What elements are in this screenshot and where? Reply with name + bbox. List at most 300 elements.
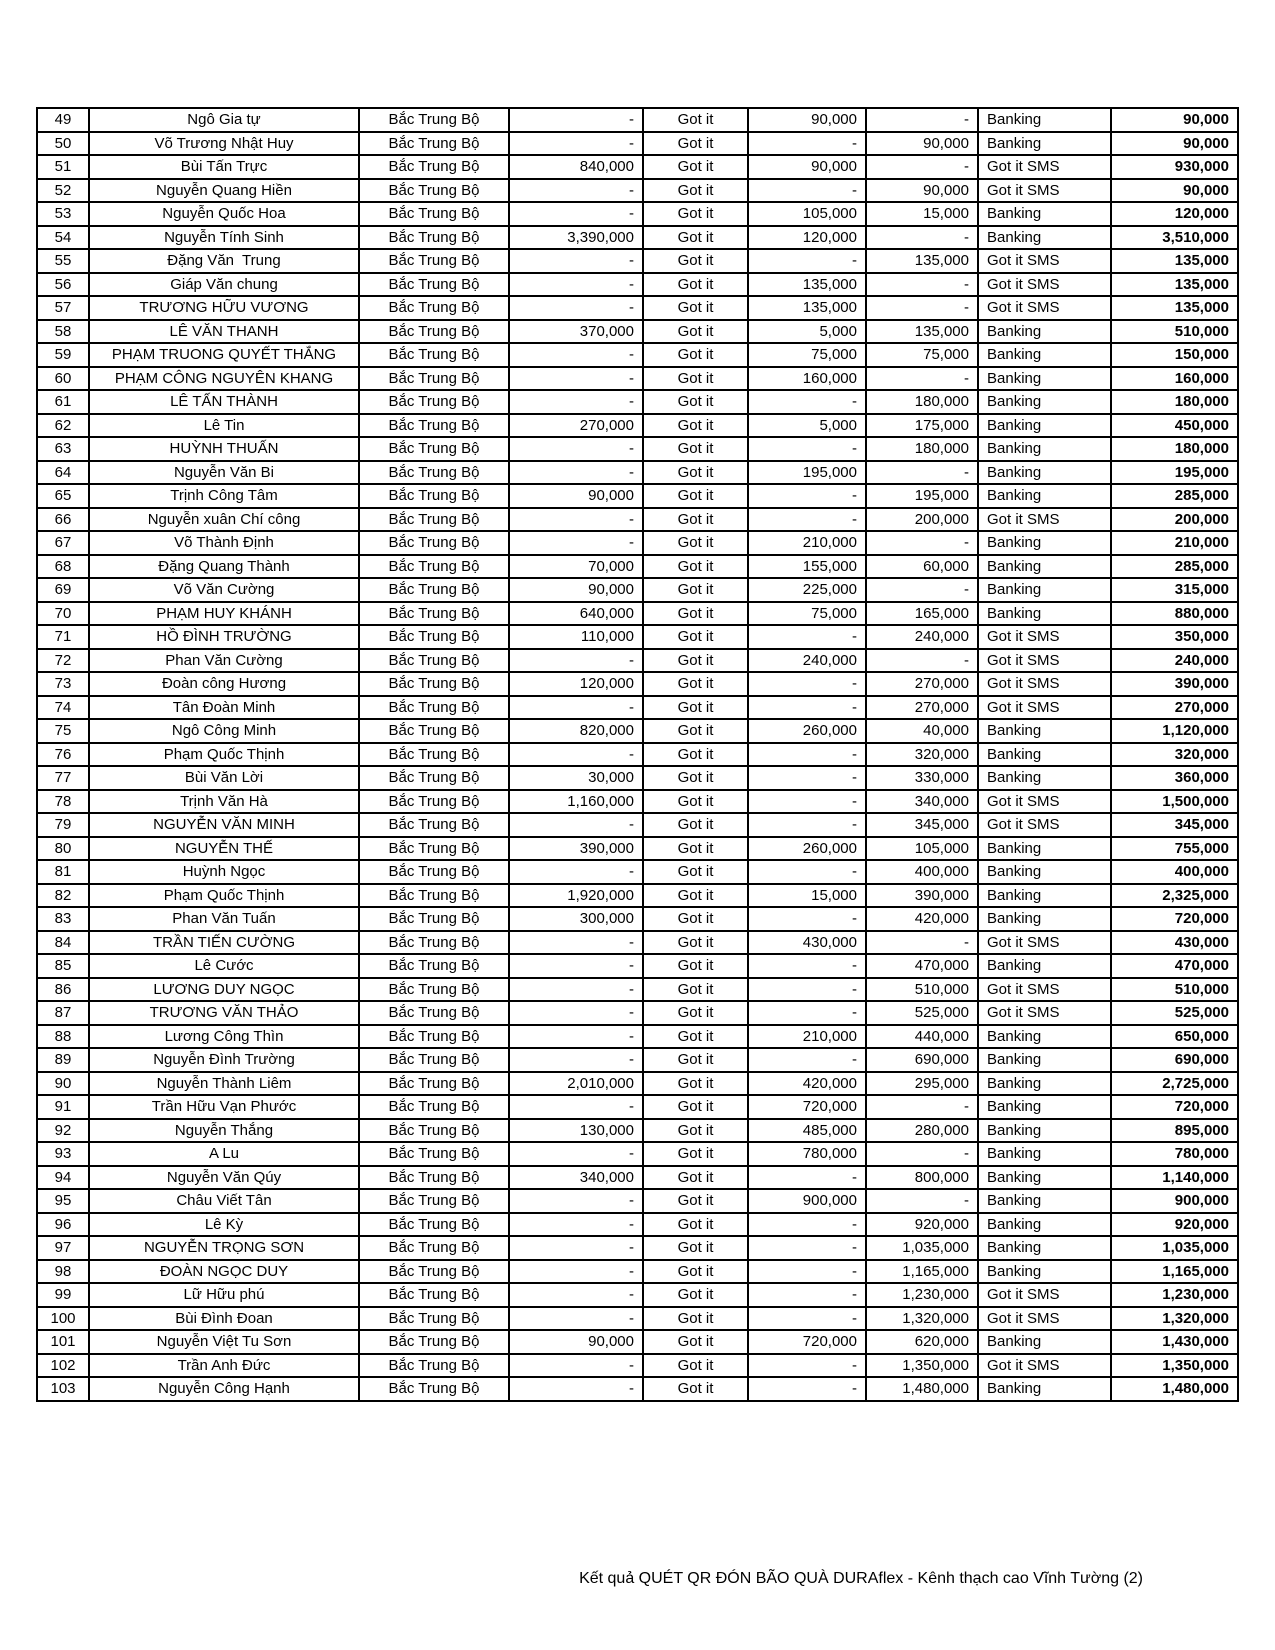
row-number-cell: 69 xyxy=(37,578,89,602)
amount2-cell: - xyxy=(748,249,866,273)
region-cell: Bắc Trung Bộ xyxy=(359,766,509,790)
total-cell: 390,000 xyxy=(1111,672,1238,696)
name-cell: Trần Anh Đức xyxy=(89,1354,359,1378)
amount2-cell: 430,000 xyxy=(748,931,866,955)
amount1-cell: - xyxy=(509,649,643,673)
row-number-cell: 55 xyxy=(37,249,89,273)
total-cell: 1,140,000 xyxy=(1111,1166,1238,1190)
method-cell: Banking xyxy=(978,1166,1111,1190)
table-row xyxy=(37,1025,1238,1049)
region-cell: Bắc Trung Bộ xyxy=(359,179,509,203)
row-number-cell: 66 xyxy=(37,508,89,532)
amount1-cell: - xyxy=(509,273,643,297)
name-cell: Nguyễn Việt Tu Sơn xyxy=(89,1330,359,1354)
region-cell: Bắc Trung Bộ xyxy=(359,625,509,649)
row-number-cell: 50 xyxy=(37,132,89,156)
name-cell: Võ Trương Nhật Huy xyxy=(89,132,359,156)
table-row xyxy=(37,179,1238,203)
method-cell: Banking xyxy=(978,555,1111,579)
method-cell: Banking xyxy=(978,1189,1111,1213)
status-cell: Got it xyxy=(643,296,748,320)
row-number-cell: 100 xyxy=(37,1307,89,1331)
method-cell: Banking xyxy=(978,1213,1111,1237)
total-cell: 90,000 xyxy=(1111,108,1238,132)
amount1-cell: - xyxy=(509,367,643,391)
name-cell: Châu Viết Tân xyxy=(89,1189,359,1213)
status-cell: Got it xyxy=(643,1260,748,1284)
method-cell: Banking xyxy=(978,837,1111,861)
region-cell: Bắc Trung Bộ xyxy=(359,1330,509,1354)
region-cell: Bắc Trung Bộ xyxy=(359,249,509,273)
total-cell: 240,000 xyxy=(1111,649,1238,673)
amount2-cell: 135,000 xyxy=(748,273,866,297)
status-cell: Got it xyxy=(643,602,748,626)
status-cell: Got it xyxy=(643,320,748,344)
amount3-cell: 75,000 xyxy=(866,343,978,367)
amount1-cell: 820,000 xyxy=(509,719,643,743)
row-number-cell: 64 xyxy=(37,461,89,485)
method-cell: Got it SMS xyxy=(978,155,1111,179)
region-cell: Bắc Trung Bộ xyxy=(359,907,509,931)
region-cell: Bắc Trung Bộ xyxy=(359,226,509,250)
total-cell: 1,165,000 xyxy=(1111,1260,1238,1284)
row-number-cell: 74 xyxy=(37,696,89,720)
row-number-cell: 87 xyxy=(37,1001,89,1025)
region-cell: Bắc Trung Bộ xyxy=(359,1354,509,1378)
amount2-cell: 160,000 xyxy=(748,367,866,391)
name-cell: Ngô Gia tự xyxy=(89,108,359,132)
name-cell: Phạm Quốc Thịnh xyxy=(89,743,359,767)
name-cell: Võ Thành Định xyxy=(89,531,359,555)
amount1-cell: - xyxy=(509,390,643,414)
status-cell: Got it xyxy=(643,367,748,391)
name-cell: Bùi Đình Đoan xyxy=(89,1307,359,1331)
region-cell: Bắc Trung Bộ xyxy=(359,696,509,720)
row-number-cell: 51 xyxy=(37,155,89,179)
row-number-cell: 63 xyxy=(37,437,89,461)
method-cell: Banking xyxy=(978,907,1111,931)
amount3-cell: - xyxy=(866,1095,978,1119)
method-cell: Banking xyxy=(978,884,1111,908)
method-cell: Banking xyxy=(978,226,1111,250)
table-row xyxy=(37,484,1238,508)
table-row xyxy=(37,719,1238,743)
amount3-cell: 15,000 xyxy=(866,202,978,226)
amount3-cell: - xyxy=(866,931,978,955)
status-cell: Got it xyxy=(643,1189,748,1213)
amount1-cell: - xyxy=(509,1307,643,1331)
name-cell: Phạm Quốc Thịnh xyxy=(89,884,359,908)
status-cell: Got it xyxy=(643,931,748,955)
amount3-cell: 240,000 xyxy=(866,625,978,649)
name-cell: PHẠM HUY KHÁNH xyxy=(89,602,359,626)
amount3-cell: 345,000 xyxy=(866,813,978,837)
status-cell: Got it xyxy=(643,1377,748,1401)
amount1-cell: 90,000 xyxy=(509,1330,643,1354)
region-cell: Bắc Trung Bộ xyxy=(359,954,509,978)
name-cell: Ngô Công Minh xyxy=(89,719,359,743)
total-cell: 90,000 xyxy=(1111,179,1238,203)
method-cell: Banking xyxy=(978,1119,1111,1143)
amount1-cell: 90,000 xyxy=(509,484,643,508)
table-row xyxy=(37,555,1238,579)
total-cell: 285,000 xyxy=(1111,484,1238,508)
amount2-cell: 900,000 xyxy=(748,1189,866,1213)
amount2-cell: - xyxy=(748,813,866,837)
total-cell: 900,000 xyxy=(1111,1189,1238,1213)
region-cell: Bắc Trung Bộ xyxy=(359,531,509,555)
amount3-cell: 200,000 xyxy=(866,508,978,532)
row-number-cell: 94 xyxy=(37,1166,89,1190)
name-cell: Đoàn công Hương xyxy=(89,672,359,696)
region-cell: Bắc Trung Bộ xyxy=(359,1377,509,1401)
amount2-cell: 240,000 xyxy=(748,649,866,673)
amount3-cell: 270,000 xyxy=(866,672,978,696)
amount2-cell: 420,000 xyxy=(748,1072,866,1096)
total-cell: 690,000 xyxy=(1111,1048,1238,1072)
method-cell: Banking xyxy=(978,1142,1111,1166)
amount3-cell: 320,000 xyxy=(866,743,978,767)
amount2-cell: - xyxy=(748,484,866,508)
row-number-cell: 99 xyxy=(37,1283,89,1307)
amount3-cell: 270,000 xyxy=(866,696,978,720)
status-cell: Got it xyxy=(643,978,748,1002)
status-cell: Got it xyxy=(643,813,748,837)
row-number-cell: 102 xyxy=(37,1354,89,1378)
amount3-cell: 1,350,000 xyxy=(866,1354,978,1378)
total-cell: 780,000 xyxy=(1111,1142,1238,1166)
status-cell: Got it xyxy=(643,1354,748,1378)
region-cell: Bắc Trung Bộ xyxy=(359,860,509,884)
amount3-cell: - xyxy=(866,226,978,250)
method-cell: Banking xyxy=(978,1048,1111,1072)
row-number-cell: 84 xyxy=(37,931,89,955)
total-cell: 1,120,000 xyxy=(1111,719,1238,743)
method-cell: Got it SMS xyxy=(978,790,1111,814)
total-cell: 720,000 xyxy=(1111,907,1238,931)
table-row xyxy=(37,954,1238,978)
amount3-cell: 175,000 xyxy=(866,414,978,438)
amount3-cell: - xyxy=(866,461,978,485)
total-cell: 400,000 xyxy=(1111,860,1238,884)
method-cell: Banking xyxy=(978,954,1111,978)
amount3-cell: 165,000 xyxy=(866,602,978,626)
status-cell: Got it xyxy=(643,790,748,814)
method-cell: Banking xyxy=(978,1072,1111,1096)
amount3-cell: 60,000 xyxy=(866,555,978,579)
amount1-cell: - xyxy=(509,1025,643,1049)
status-cell: Got it xyxy=(643,766,748,790)
table-row xyxy=(37,1330,1238,1354)
region-cell: Bắc Trung Bộ xyxy=(359,320,509,344)
table-row xyxy=(37,1142,1238,1166)
table-row xyxy=(37,1166,1238,1190)
status-cell: Got it xyxy=(643,1025,748,1049)
name-cell: Võ Văn Cường xyxy=(89,578,359,602)
amount1-cell: - xyxy=(509,978,643,1002)
row-number-cell: 90 xyxy=(37,1072,89,1096)
amount1-cell: 70,000 xyxy=(509,555,643,579)
status-cell: Got it xyxy=(643,132,748,156)
method-cell: Got it SMS xyxy=(978,1001,1111,1025)
name-cell: A Lu xyxy=(89,1142,359,1166)
row-number-cell: 73 xyxy=(37,672,89,696)
status-cell: Got it xyxy=(643,273,748,297)
name-cell: LƯƠNG DUY NGỌC xyxy=(89,978,359,1002)
method-cell: Banking xyxy=(978,602,1111,626)
amount2-cell: 260,000 xyxy=(748,837,866,861)
total-cell: 120,000 xyxy=(1111,202,1238,226)
amount3-cell: 1,230,000 xyxy=(866,1283,978,1307)
amount2-cell: - xyxy=(748,954,866,978)
amount1-cell: 130,000 xyxy=(509,1119,643,1143)
footer-caption: Kết quả QUÉT QR ĐÓN BÃO QUÀ DURAflex - Kênh thạch cao Vĩnh Tường (2) xyxy=(579,1570,1143,1587)
status-cell: Got it xyxy=(643,954,748,978)
amount2-cell: - xyxy=(748,1166,866,1190)
name-cell: Nguyễn Văn Qúy xyxy=(89,1166,359,1190)
name-cell: Lữ Hữu phú xyxy=(89,1283,359,1307)
method-cell: Banking xyxy=(978,1025,1111,1049)
region-cell: Bắc Trung Bộ xyxy=(359,508,509,532)
amount2-cell: 5,000 xyxy=(748,320,866,344)
row-number-cell: 97 xyxy=(37,1236,89,1260)
table-row xyxy=(37,1213,1238,1237)
method-cell: Banking xyxy=(978,766,1111,790)
amount1-cell: - xyxy=(509,813,643,837)
amount2-cell: 155,000 xyxy=(748,555,866,579)
row-number-cell: 54 xyxy=(37,226,89,250)
name-cell: TRƯƠNG VĂN THẢO xyxy=(89,1001,359,1025)
total-cell: 135,000 xyxy=(1111,249,1238,273)
row-number-cell: 77 xyxy=(37,766,89,790)
table-row xyxy=(37,461,1238,485)
amount1-cell: - xyxy=(509,461,643,485)
method-cell: Banking xyxy=(978,414,1111,438)
name-cell: PHẠM CÔNG NGUYÊN KHANG xyxy=(89,367,359,391)
total-cell: 470,000 xyxy=(1111,954,1238,978)
amount2-cell: 120,000 xyxy=(748,226,866,250)
region-cell: Bắc Trung Bộ xyxy=(359,1236,509,1260)
amount1-cell: - xyxy=(509,508,643,532)
region-cell: Bắc Trung Bộ xyxy=(359,672,509,696)
amount1-cell: - xyxy=(509,696,643,720)
status-cell: Got it xyxy=(643,461,748,485)
table-row xyxy=(37,602,1238,626)
amount3-cell: 195,000 xyxy=(866,484,978,508)
total-cell: 90,000 xyxy=(1111,132,1238,156)
amount3-cell: 180,000 xyxy=(866,390,978,414)
name-cell: Lê Kỳ xyxy=(89,1213,359,1237)
row-number-cell: 62 xyxy=(37,414,89,438)
amount1-cell: - xyxy=(509,1189,643,1213)
total-cell: 180,000 xyxy=(1111,390,1238,414)
region-cell: Bắc Trung Bộ xyxy=(359,367,509,391)
amount1-cell: - xyxy=(509,1142,643,1166)
name-cell: PHẠM TRUONG QUYẾT THẮNG xyxy=(89,343,359,367)
row-number-cell: 65 xyxy=(37,484,89,508)
amount2-cell: 780,000 xyxy=(748,1142,866,1166)
amount1-cell: - xyxy=(509,531,643,555)
row-number-cell: 86 xyxy=(37,978,89,1002)
row-number-cell: 93 xyxy=(37,1142,89,1166)
status-cell: Got it xyxy=(643,1095,748,1119)
table-row xyxy=(37,1236,1238,1260)
name-cell: Trần Hữu Vạn Phước xyxy=(89,1095,359,1119)
amount2-cell: - xyxy=(748,743,866,767)
amount3-cell: - xyxy=(866,155,978,179)
total-cell: 200,000 xyxy=(1111,508,1238,532)
total-cell: 1,035,000 xyxy=(1111,1236,1238,1260)
table-row xyxy=(37,273,1238,297)
amount3-cell: 90,000 xyxy=(866,179,978,203)
total-cell: 930,000 xyxy=(1111,155,1238,179)
amount3-cell: 1,480,000 xyxy=(866,1377,978,1401)
amount2-cell: 720,000 xyxy=(748,1330,866,1354)
table-row xyxy=(37,108,1238,132)
method-cell: Got it SMS xyxy=(978,625,1111,649)
row-number-cell: 57 xyxy=(37,296,89,320)
row-number-cell: 59 xyxy=(37,343,89,367)
row-number-cell: 76 xyxy=(37,743,89,767)
amount3-cell: - xyxy=(866,108,978,132)
status-cell: Got it xyxy=(643,884,748,908)
total-cell: 315,000 xyxy=(1111,578,1238,602)
method-cell: Got it SMS xyxy=(978,508,1111,532)
method-cell: Got it SMS xyxy=(978,813,1111,837)
table-row xyxy=(37,743,1238,767)
table-row xyxy=(37,1072,1238,1096)
status-cell: Got it xyxy=(643,531,748,555)
row-number-cell: 67 xyxy=(37,531,89,555)
amount1-cell: - xyxy=(509,954,643,978)
region-cell: Bắc Trung Bộ xyxy=(359,1142,509,1166)
amount2-cell: 260,000 xyxy=(748,719,866,743)
amount3-cell: - xyxy=(866,273,978,297)
status-cell: Got it xyxy=(643,719,748,743)
status-cell: Got it xyxy=(643,249,748,273)
status-cell: Got it xyxy=(643,625,748,649)
status-cell: Got it xyxy=(643,437,748,461)
amount2-cell: 135,000 xyxy=(748,296,866,320)
name-cell: Trịnh Công Tâm xyxy=(89,484,359,508)
total-cell: 135,000 xyxy=(1111,296,1238,320)
amount3-cell: 1,035,000 xyxy=(866,1236,978,1260)
name-cell: Tân Đoàn Minh xyxy=(89,696,359,720)
table-row xyxy=(37,155,1238,179)
table-row xyxy=(37,931,1238,955)
method-cell: Banking xyxy=(978,1095,1111,1119)
table-row xyxy=(37,1354,1238,1378)
name-cell: NGUYỄN THẾ xyxy=(89,837,359,861)
region-cell: Bắc Trung Bộ xyxy=(359,743,509,767)
method-cell: Banking xyxy=(978,1260,1111,1284)
amount2-cell: 5,000 xyxy=(748,414,866,438)
amount2-cell: - xyxy=(748,1377,866,1401)
method-cell: Banking xyxy=(978,202,1111,226)
total-cell: 320,000 xyxy=(1111,743,1238,767)
method-cell: Got it SMS xyxy=(978,273,1111,297)
amount3-cell: 295,000 xyxy=(866,1072,978,1096)
table-row xyxy=(37,696,1238,720)
amount2-cell: - xyxy=(748,1307,866,1331)
method-cell: Got it SMS xyxy=(978,672,1111,696)
amount2-cell: - xyxy=(748,437,866,461)
table-row xyxy=(37,226,1238,250)
name-cell: Trịnh Văn Hà xyxy=(89,790,359,814)
amount2-cell: - xyxy=(748,508,866,532)
name-cell: Bùi Văn Lời xyxy=(89,766,359,790)
name-cell: LÊ VĂN THANH xyxy=(89,320,359,344)
row-number-cell: 60 xyxy=(37,367,89,391)
method-cell: Banking xyxy=(978,343,1111,367)
status-cell: Got it xyxy=(643,414,748,438)
amount1-cell: - xyxy=(509,296,643,320)
table-row xyxy=(37,296,1238,320)
name-cell: TRẦN TIẾN CƯỜNG xyxy=(89,931,359,955)
amount2-cell: - xyxy=(748,390,866,414)
amount1-cell: 110,000 xyxy=(509,625,643,649)
amount1-cell: 390,000 xyxy=(509,837,643,861)
method-cell: Banking xyxy=(978,108,1111,132)
method-cell: Got it SMS xyxy=(978,1307,1111,1331)
method-cell: Banking xyxy=(978,390,1111,414)
status-cell: Got it xyxy=(643,1330,748,1354)
name-cell: Đặng Văn Trung xyxy=(89,249,359,273)
region-cell: Bắc Trung Bộ xyxy=(359,813,509,837)
table-row xyxy=(37,837,1238,861)
name-cell: Nguyễn Quốc Hoa xyxy=(89,202,359,226)
amount2-cell: 75,000 xyxy=(748,343,866,367)
row-number-cell: 101 xyxy=(37,1330,89,1354)
name-cell: Nguyễn Công Hạnh xyxy=(89,1377,359,1401)
region-cell: Bắc Trung Bộ xyxy=(359,837,509,861)
name-cell: NGUYỄN TRỌNG SƠN xyxy=(89,1236,359,1260)
total-cell: 430,000 xyxy=(1111,931,1238,955)
row-number-cell: 78 xyxy=(37,790,89,814)
amount1-cell: 270,000 xyxy=(509,414,643,438)
row-number-cell: 103 xyxy=(37,1377,89,1401)
amount1-cell: - xyxy=(509,1354,643,1378)
region-cell: Bắc Trung Bộ xyxy=(359,1095,509,1119)
amount3-cell: 1,320,000 xyxy=(866,1307,978,1331)
table-row xyxy=(37,508,1238,532)
amount3-cell: 420,000 xyxy=(866,907,978,931)
method-cell: Banking xyxy=(978,484,1111,508)
amount2-cell: - xyxy=(748,672,866,696)
table-row xyxy=(37,1119,1238,1143)
region-cell: Bắc Trung Bộ xyxy=(359,132,509,156)
method-cell: Banking xyxy=(978,719,1111,743)
status-cell: Got it xyxy=(643,578,748,602)
table-row xyxy=(37,343,1238,367)
row-number-cell: 56 xyxy=(37,273,89,297)
status-cell: Got it xyxy=(643,1142,748,1166)
name-cell: Giáp Văn chung xyxy=(89,273,359,297)
amount3-cell: 525,000 xyxy=(866,1001,978,1025)
total-cell: 1,480,000 xyxy=(1111,1377,1238,1401)
amount3-cell: - xyxy=(866,1142,978,1166)
amount1-cell: 90,000 xyxy=(509,578,643,602)
table-row xyxy=(37,672,1238,696)
name-cell: HỒ ĐÌNH TRƯỜNG xyxy=(89,625,359,649)
method-cell: Banking xyxy=(978,743,1111,767)
status-cell: Got it xyxy=(643,649,748,673)
amount1-cell: 30,000 xyxy=(509,766,643,790)
region-cell: Bắc Trung Bộ xyxy=(359,1048,509,1072)
region-cell: Bắc Trung Bộ xyxy=(359,978,509,1002)
total-cell: 755,000 xyxy=(1111,837,1238,861)
status-cell: Got it xyxy=(643,1072,748,1096)
